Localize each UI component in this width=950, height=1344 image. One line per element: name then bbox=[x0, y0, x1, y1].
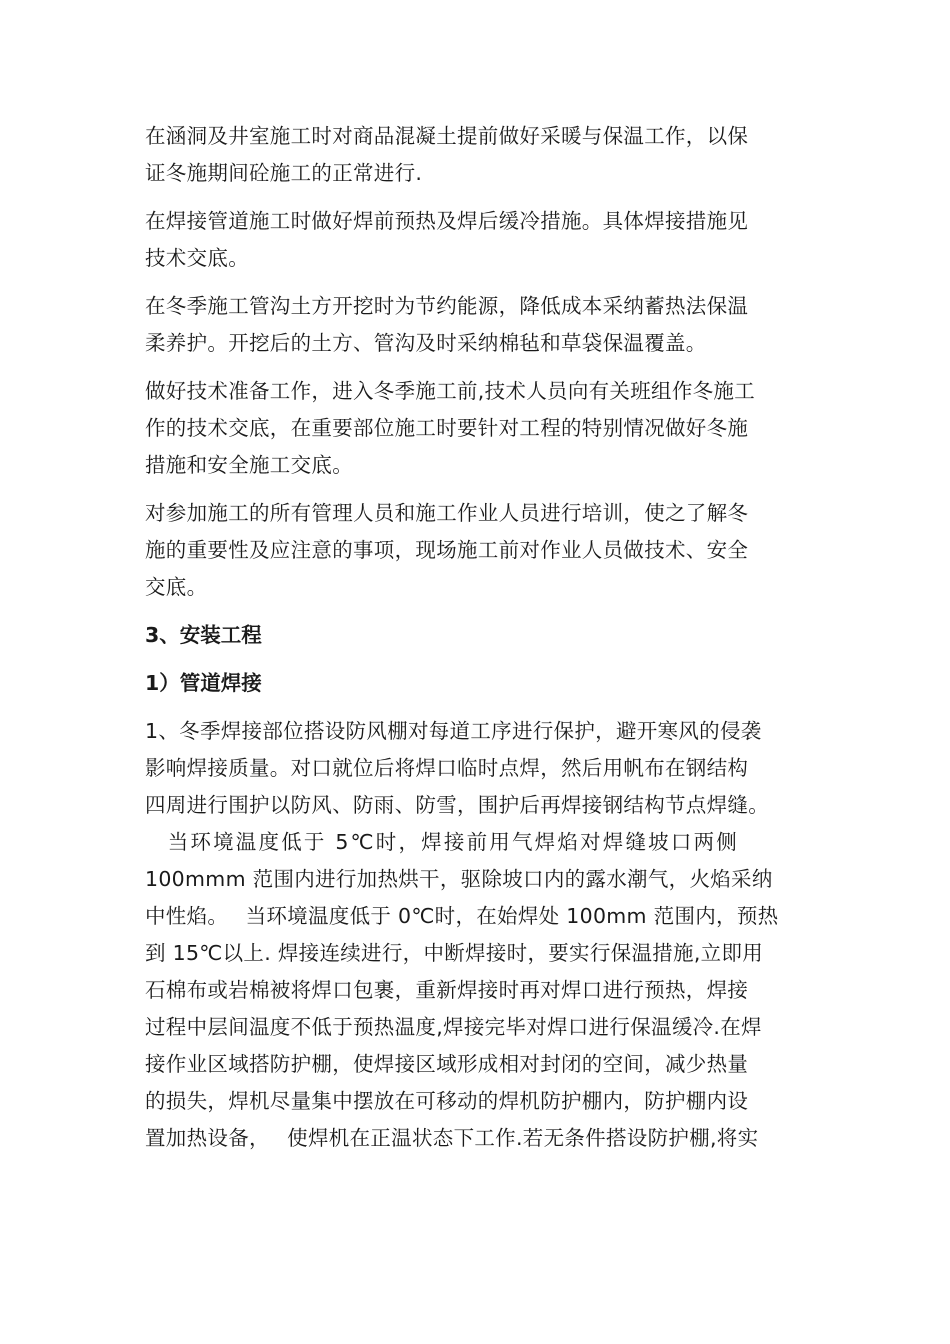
paragraph-technical-preparation bbox=[145, 373, 807, 484]
text-line: 在焊接管道施工时做好焊前预热及焊后缓冷措施。具体焊接措施见 bbox=[145, 209, 749, 233]
text-line: 施的重要性及应注意的事项，现场施工前对作业人员做技术、安全 bbox=[145, 538, 749, 562]
text-line: 置加热设备， 使焊机在正温状态下工作.若无条件搭设防护棚,将实 bbox=[145, 1126, 759, 1150]
paragraph-staff-training bbox=[145, 495, 807, 606]
text-line: 措施和安全施工交底。 bbox=[145, 453, 353, 477]
text-line: 1、冬季焊接部位搭设防风棚对每道工序进行保护，避开寒风的侵袭 bbox=[145, 719, 762, 743]
text-line: 的损失，焊机尽量集中摆放在可移动的焊机防护棚内，防护棚内设 bbox=[145, 1089, 749, 1113]
paragraph-trench-excavation bbox=[145, 288, 807, 362]
text-line: 影响焊接质量。对口就位后将焊口临时点焊，然后用帆布在钢结构 bbox=[145, 756, 749, 780]
text-line: 做好技术准备工作，进入冬季施工前,技术人员向有关班组作冬施工 bbox=[145, 379, 756, 403]
text-line: 石棉布或岩棉被将焊口包裹，重新焊接时再对焊口进行预热，焊接 bbox=[145, 978, 749, 1002]
document-body bbox=[145, 118, 807, 1157]
text-line: 到 15℃以上. 焊接连续进行，中断焊接时，要实行保温措施,立即用 bbox=[145, 941, 764, 965]
text-line: 当环境温度低于 5℃时，焊接前用气焊焰对焊缝坡口两侧 bbox=[145, 830, 739, 854]
text-line: 在冬季施工管沟土方开挖时为节约能源，降低成本采纳蓄热法保温 bbox=[145, 294, 749, 318]
text-line: 中性焰。 当环境温度低于 0℃时，在始焊处 100mm 范围内，预热 bbox=[145, 904, 779, 928]
paragraph-winter-welding bbox=[145, 713, 807, 1157]
text-line: 交底。 bbox=[145, 575, 208, 599]
text-line: 过程中层间温度不低于预热温度,焊接完毕对焊口进行保温缓冷.在焊 bbox=[145, 1015, 762, 1039]
text-line: 技术交底。 bbox=[145, 246, 249, 270]
text-line: 证冬施期间砼施工的正常进行. bbox=[145, 161, 423, 185]
text-line: 四周进行围护以防风、防雨、防雪，围护后再焊接钢结构节点焊缝。 bbox=[145, 793, 769, 817]
text-line: 在涵洞及井室施工时对商品混凝土提前做好采暖与保温工作，以保 bbox=[145, 124, 749, 148]
subsection-heading: 1）管道焊接 bbox=[145, 671, 262, 695]
text-line: 接作业区域搭防护棚，使焊接区域形成相对封闭的空间，减少热量 bbox=[145, 1052, 749, 1076]
text-line: 作的技术交底，在重要部位施工时要针对工程的特别情况做好冬施 bbox=[145, 416, 749, 440]
section-heading: 3、安装工程 bbox=[145, 623, 262, 647]
text-line: 对参加施工的所有管理人员和施工作业人员进行培训，使之了解冬 bbox=[145, 501, 749, 525]
text-line: 柔养护。开挖后的土方、管沟及时采纳棉毡和草袋保温覆盖。 bbox=[145, 331, 707, 355]
paragraph-pipe-welding-preheat bbox=[145, 203, 807, 277]
paragraph-concrete-heating bbox=[145, 118, 807, 192]
text-line: 100mmm 范围内进行加热烘干，驱除坡口内的露水潮气，火焰采纳 bbox=[145, 867, 773, 891]
